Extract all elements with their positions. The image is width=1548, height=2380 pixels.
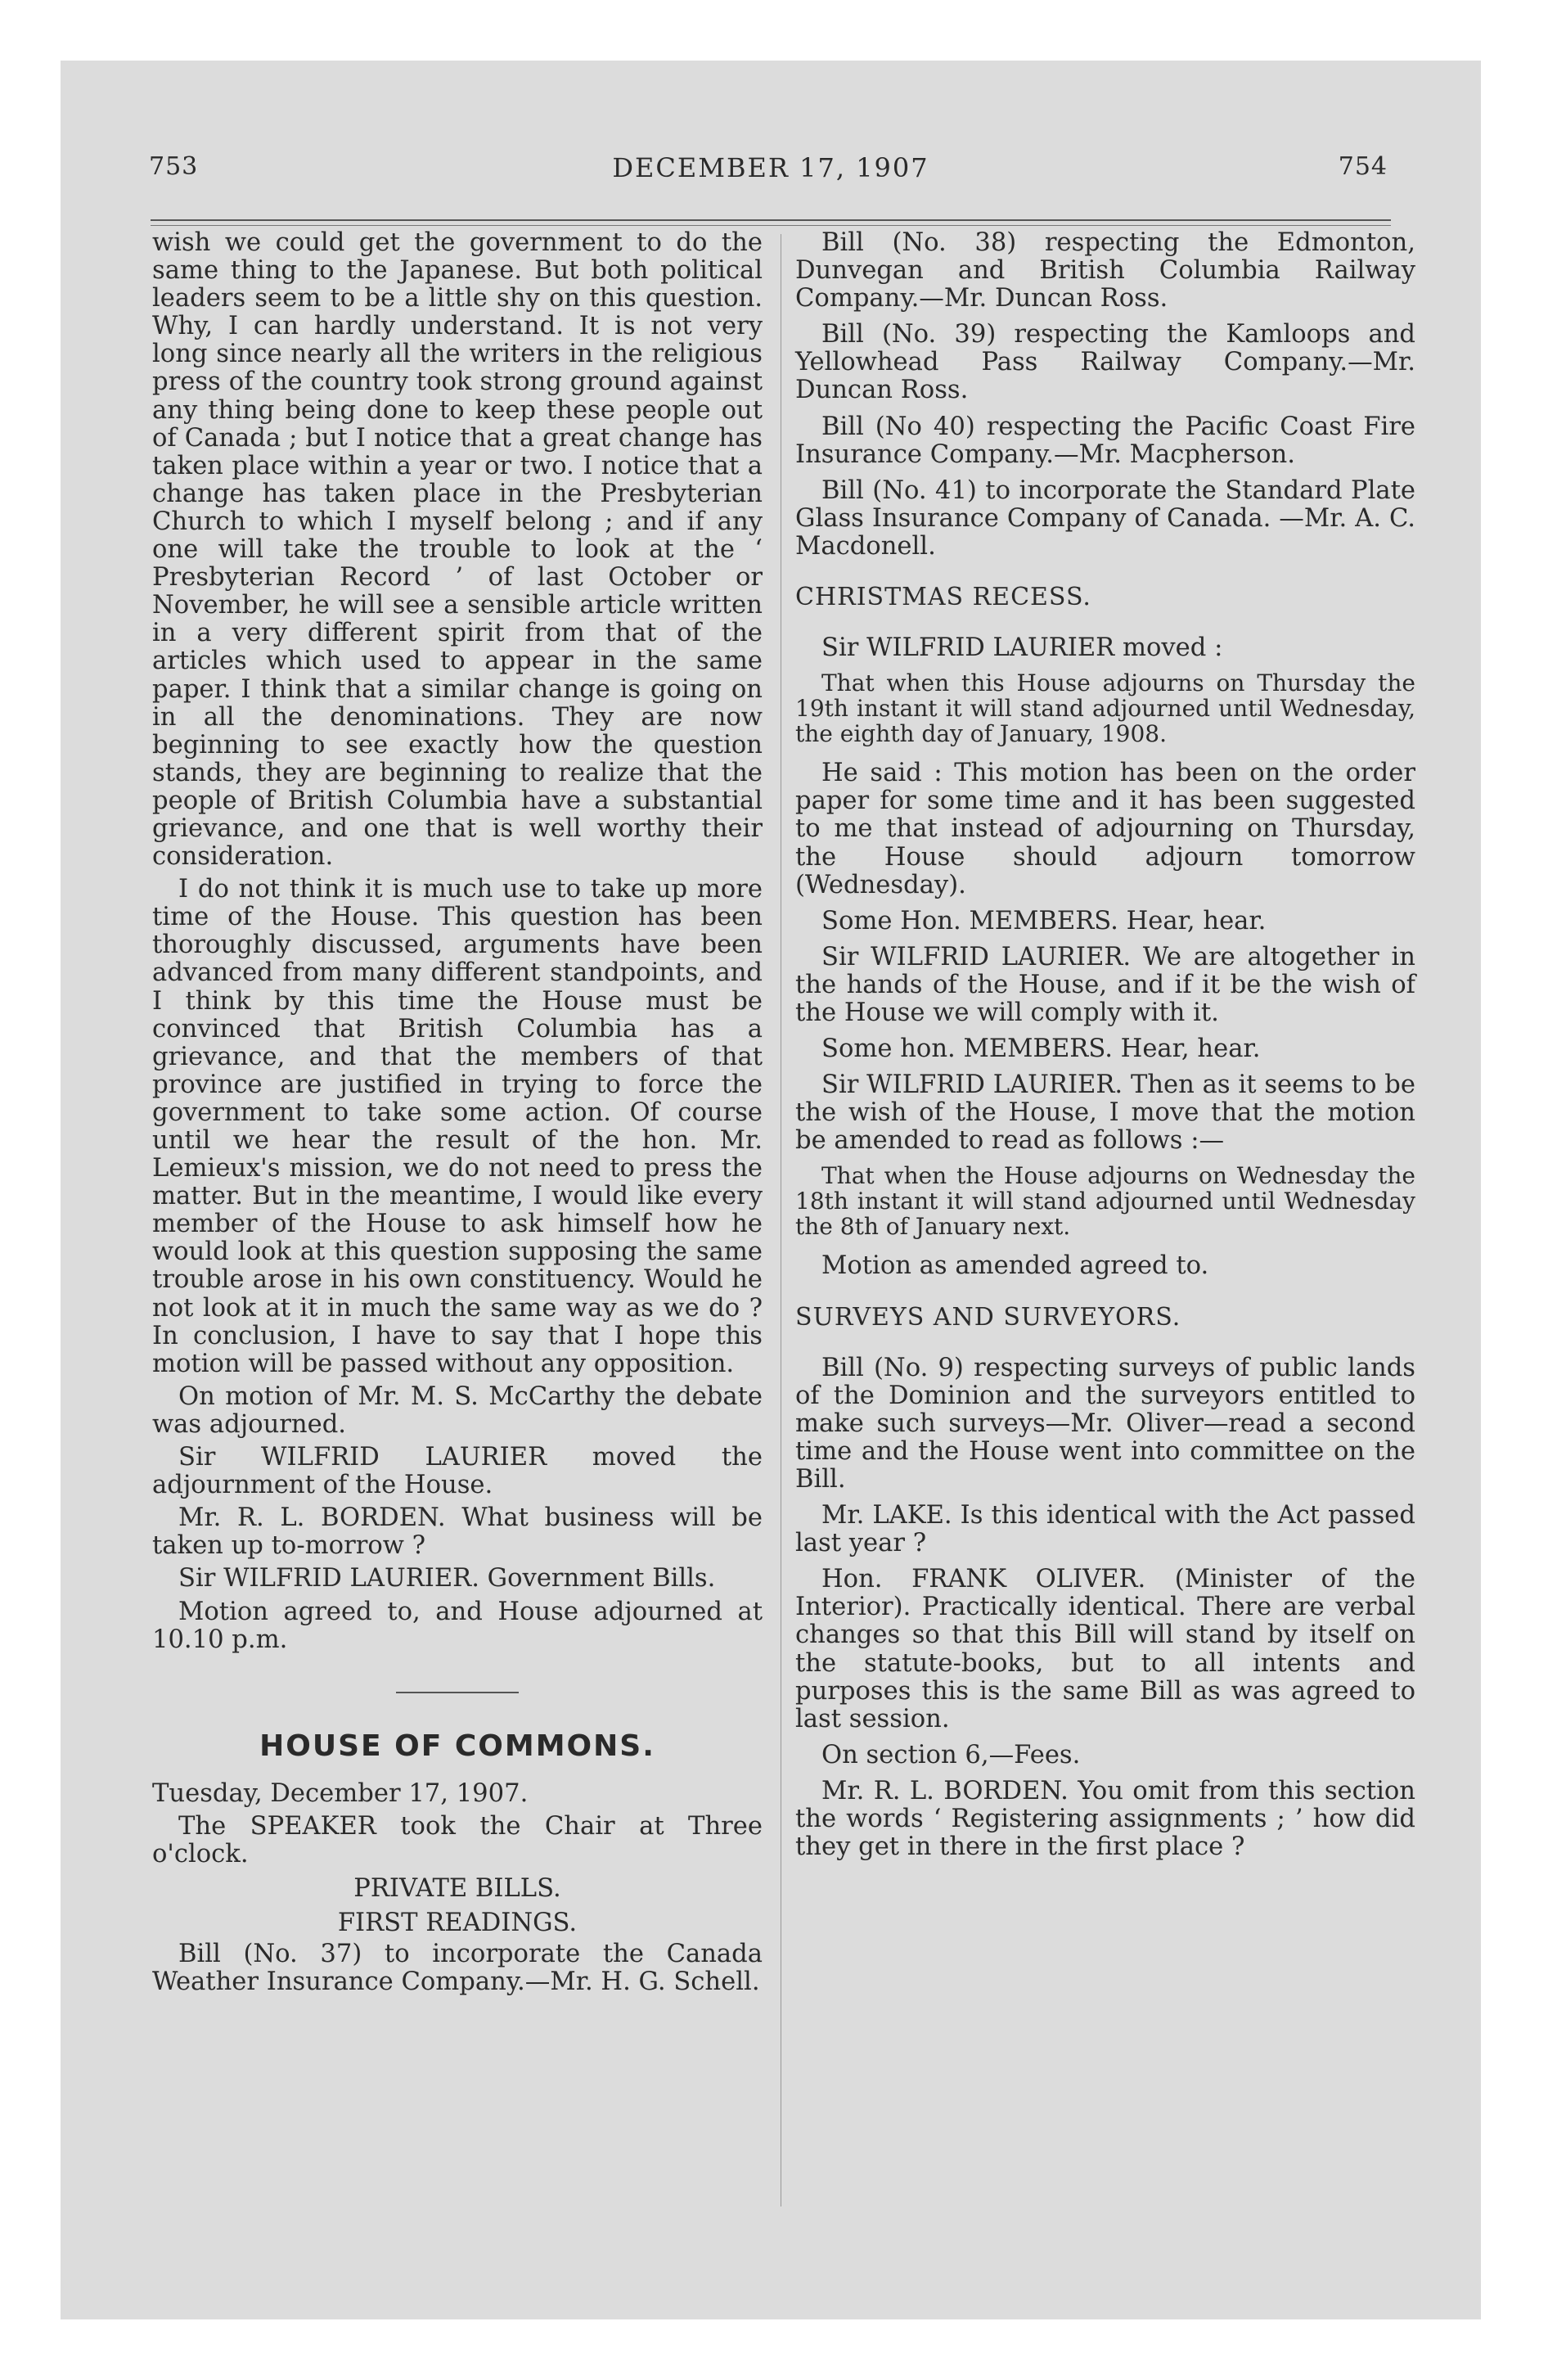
bill-entry: Bill (No. 38) respecting the Edmonton, Dunvegan and British Columbia Railway Company.—Mr. Duncan Ross. <box>795 228 1415 313</box>
paragraph: On section 6,—Fees. <box>821 1740 1081 1769</box>
scanned-page <box>61 61 1481 2319</box>
dateline: Tuesday, December 17, 1907. <box>152 1778 529 1808</box>
paragraph: Sir WILFRID LAURIER moved the adjournment of the House. <box>152 1443 763 1500</box>
amended-motion-quote: That when the House adjourns on Wednesday the 18th instant it will stand adjourned until Wednesday the 8th of January next. <box>795 1162 1415 1241</box>
paragraph: Sir WILFRID LAURIER. Then as it seems to be the wish of the House, I move that the motion be amended to read as follows :— <box>795 1071 1415 1156</box>
house-of-commons-heading: HOUSE OF COMMONS. <box>259 1729 655 1763</box>
bill-37: Bill (No. 37) to incorporate the Canada Weather Insurance Company.—Mr. H. G. Schell. <box>152 1940 763 1997</box>
header-rule <box>151 219 1391 226</box>
page-header <box>61 152 1481 201</box>
paragraph: wish we could get the government to do the same thing to the Japanese. But both political leaders seem to be a little shy on this question. Why, I can hardly understand. It is not very long since nearly all the writers in the religious press of the country took strong ground against any thing being done to keep these people out of Canada ; but I notice that a great change has taken place within a year or two. I notice that a change has taken place in the Presbyterian Church to which I myself belong ; and if any one will take the trouble to look at the ‘ Presbyterian Record ’ of last October or November, he will see a sensible article written in a very different spirit from that of the articles which used to appear in the same paper. I think that a similar change is going on in all the denominations. They are now beginning to see exactly how the question stands, they are beginning to realize that the people of British Columbia have a substantial grievance, and one that is well worthy their consideration. <box>152 228 763 872</box>
paragraph: Sir WILFRID LAURIER. Government Bills. <box>178 1564 716 1593</box>
private-bills-heading: PRIVATE BILLS. <box>353 1874 561 1904</box>
paragraph: He said : This motion has been on the order paper for some time and it has been suggested to me that instead of adjourning on Thursday, the House should adjourn tomorrow (Wednesday). <box>795 759 1415 899</box>
header-date: DECEMBER 17, 1907 <box>612 152 929 183</box>
first-readings-heading: FIRST READINGS. <box>337 1909 578 1938</box>
bill-entry: Bill (No. 39) respecting the Kamloops and Yellowhead Pass Railway Company.—Mr. Duncan Ross. <box>795 320 1415 405</box>
paragraph: Sir WILFRID LAURIER. We are altogether in the hands of the House, and if it be the wish of the House we will comply with it. <box>795 942 1415 1027</box>
paragraph: Some Hon. MEMBERS. Hear, hear. <box>821 906 1267 935</box>
left-page-number: 753 <box>149 152 199 181</box>
paragraph: Mr. LAKE. Is this identical with the Act passed last year ? <box>795 1501 1415 1558</box>
paragraph: Motion as amended agreed to. <box>821 1251 1209 1281</box>
paragraph: Motion agreed to, and House adjourned at 10.10 p.m. <box>152 1597 763 1654</box>
paragraph: Bill (No. 9) respecting surveys of public lands of the Dominion and the surveyors entitled to make such surveys—Mr. Oliver—read a second time and the House went into committee on the Bill. <box>795 1353 1415 1494</box>
paragraph: Mr. R. L. BORDEN. You omit from this section the words ‘ Registering assignments ; ’ how did they get in there in the first place ? <box>795 1776 1415 1862</box>
paragraph: Mr. R. L. BORDEN. What business will be taken up to-morrow ? <box>152 1503 763 1561</box>
right-page-number: 754 <box>1338 152 1388 181</box>
right-column <box>795 229 1415 1869</box>
paragraph: I do not think it is much use to take up more time of the House. This question has been thoroughly discussed, arguments have been advanced from many different standpoints, and I think by this time the House must be convinced that British Columbia has a grievance, and that the members of that province are justified in trying to force the government to take some action. Of course until we hear the result of the hon. Mr. Lemieux's mission, we do not need to press the matter. But in the meantime, I would like every member of the House to ask himself how he would look at this question supposing the same trouble arose in his own constituency. Would he not look at it in much the same way as we do ? In conclusion, I have to say that I hope this motion will be passed without any opposition. <box>152 875 763 1378</box>
bill-entry: Bill (No 40) respecting the Pacific Coast Fire Insurance Company.—Mr. Macpherson. <box>795 412 1415 469</box>
left-column <box>152 229 763 2001</box>
motion-quote: That when this House adjourns on Thursday the 19th instant it will stand adjourned until Wednesday, the eighth day of January, 1908. <box>795 669 1415 748</box>
bill-entry: Bill (No. 41) to incorporate the Standard Plate Glass Insurance Company of Canada. —Mr. A. C. Macdonell. <box>795 476 1415 561</box>
paragraph: On motion of Mr. M. S. McCarthy the debate was adjourned. <box>152 1382 763 1439</box>
section-rule <box>396 1692 519 1693</box>
speaker-line: The SPEAKER took the Chair at Three o'clock. <box>152 1811 763 1868</box>
paragraph: Hon. FRANK OLIVER. (Minister of the Interior). Practically identical. There are verbal changes so that this Bill will stand by itself on the statute-books, but to all intents and purposes this is the same Bill as was agreed to last session. <box>795 1565 1415 1733</box>
surveys-heading: SURVEYS AND SURVEYORS. <box>795 1302 1181 1332</box>
christmas-recess-heading: CHRISTMAS RECESS. <box>795 583 1091 612</box>
paragraph: Some hon. MEMBERS. Hear, hear. <box>821 1034 1261 1064</box>
paragraph: Sir WILFRID LAURIER moved : <box>821 633 1223 663</box>
